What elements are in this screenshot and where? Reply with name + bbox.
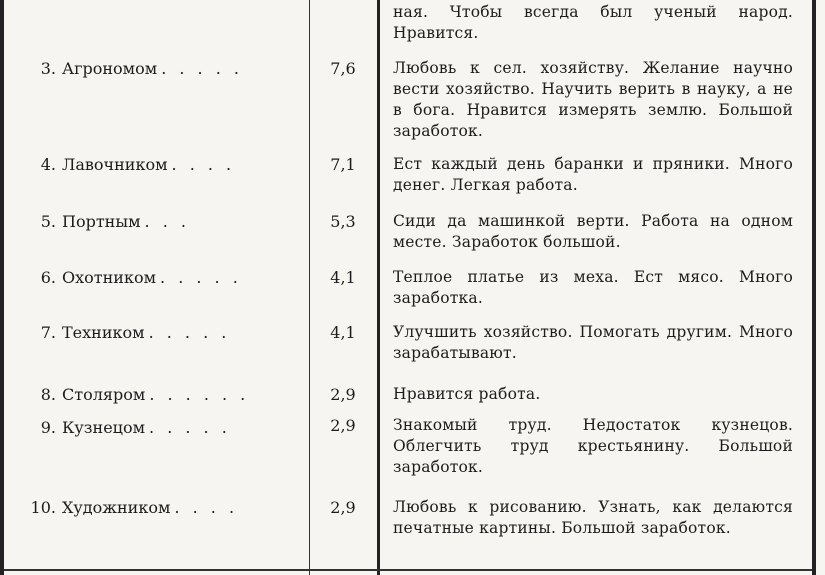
table-bottom-rule [4, 569, 812, 571]
reason-text: Любовь к рисованию. Узнать, как делаются печатные картины. Большой заработок. [393, 498, 793, 537]
score-cell: 7,1 [330, 155, 356, 174]
profession-name: Лавочником [62, 155, 168, 174]
score-cell: 7,6 [330, 59, 356, 78]
score-cell: 2,9 [330, 385, 356, 404]
profession-cell [20, 154, 305, 176]
row-number: 10. [30, 498, 56, 517]
leader-dots: . . . . . [161, 59, 243, 78]
profession-cell [20, 322, 305, 344]
leader-dots: . . . . . . [149, 385, 250, 404]
leader-dots: . . . . . [160, 268, 242, 287]
leader-dots: . . . [144, 212, 190, 231]
reason-text: Ест каждый день баранки и пряники. Много денег. Легкая работа. [393, 155, 793, 194]
profession-name: Охотником [62, 268, 157, 287]
profession-cell [20, 497, 305, 519]
profession-cell [20, 58, 305, 80]
table-border-left [0, 0, 4, 575]
reason-text: Знакомый труд. Недостаток кузнецов. Облегчить труд крестьянину. Большой заработок. [393, 416, 793, 476]
column-divider-reason [377, 0, 380, 575]
profession-cell [20, 417, 305, 439]
profession-cell [20, 384, 305, 406]
reason-text: ная. Чтобы всегда был ученый народ. Нравится. [393, 3, 793, 42]
row-number: 9. [40, 418, 56, 437]
leader-dots: . . . . . [149, 418, 231, 437]
row-number: 7. [40, 323, 56, 342]
reason-text: Нравится работа. [393, 385, 541, 403]
row-number: 5. [40, 212, 56, 231]
reason-text: Сиди да машинкой верти. Работа на одном месте. Заработок большой. [393, 212, 793, 251]
leader-dots: . . . . [171, 155, 236, 174]
profession-name: Агрономом [62, 59, 158, 78]
table-border-right [812, 0, 816, 575]
reason-text: Любовь к сел. хозяйству. Желание научно вести хозяйство. Научить верить в науку, а не в бога. Нравится измерять землю. Большой заработок. [393, 59, 793, 140]
score-cell: 4,1 [330, 323, 356, 342]
profession-name: Техником [62, 323, 145, 342]
score-cell: 2,9 [330, 498, 356, 517]
row-number: 6. [40, 268, 56, 287]
profession-name: Портным [62, 212, 141, 231]
leader-dots: . . . . . [148, 323, 231, 342]
profession-name: Кузнецом [62, 418, 146, 437]
row-number: 4. [40, 155, 56, 174]
reason-text: Теплое платье из меха. Ест мясо. Много заработка. [393, 268, 793, 307]
score-cell: 4,1 [330, 268, 356, 287]
score-cell: 5,3 [330, 212, 356, 231]
profession-cell [20, 211, 305, 233]
profession-cell [20, 267, 305, 289]
row-number: 3. [40, 59, 56, 78]
row-number: 8. [40, 385, 56, 404]
profession-name: Художником [62, 498, 171, 517]
score-cell: 2,9 [330, 416, 356, 435]
leader-dots: . . . . [174, 498, 239, 517]
reason-text: Улучшить хозяйство. Помогать другим. Много зарабатывают. [393, 323, 793, 362]
profession-name: Столяром [62, 385, 146, 404]
